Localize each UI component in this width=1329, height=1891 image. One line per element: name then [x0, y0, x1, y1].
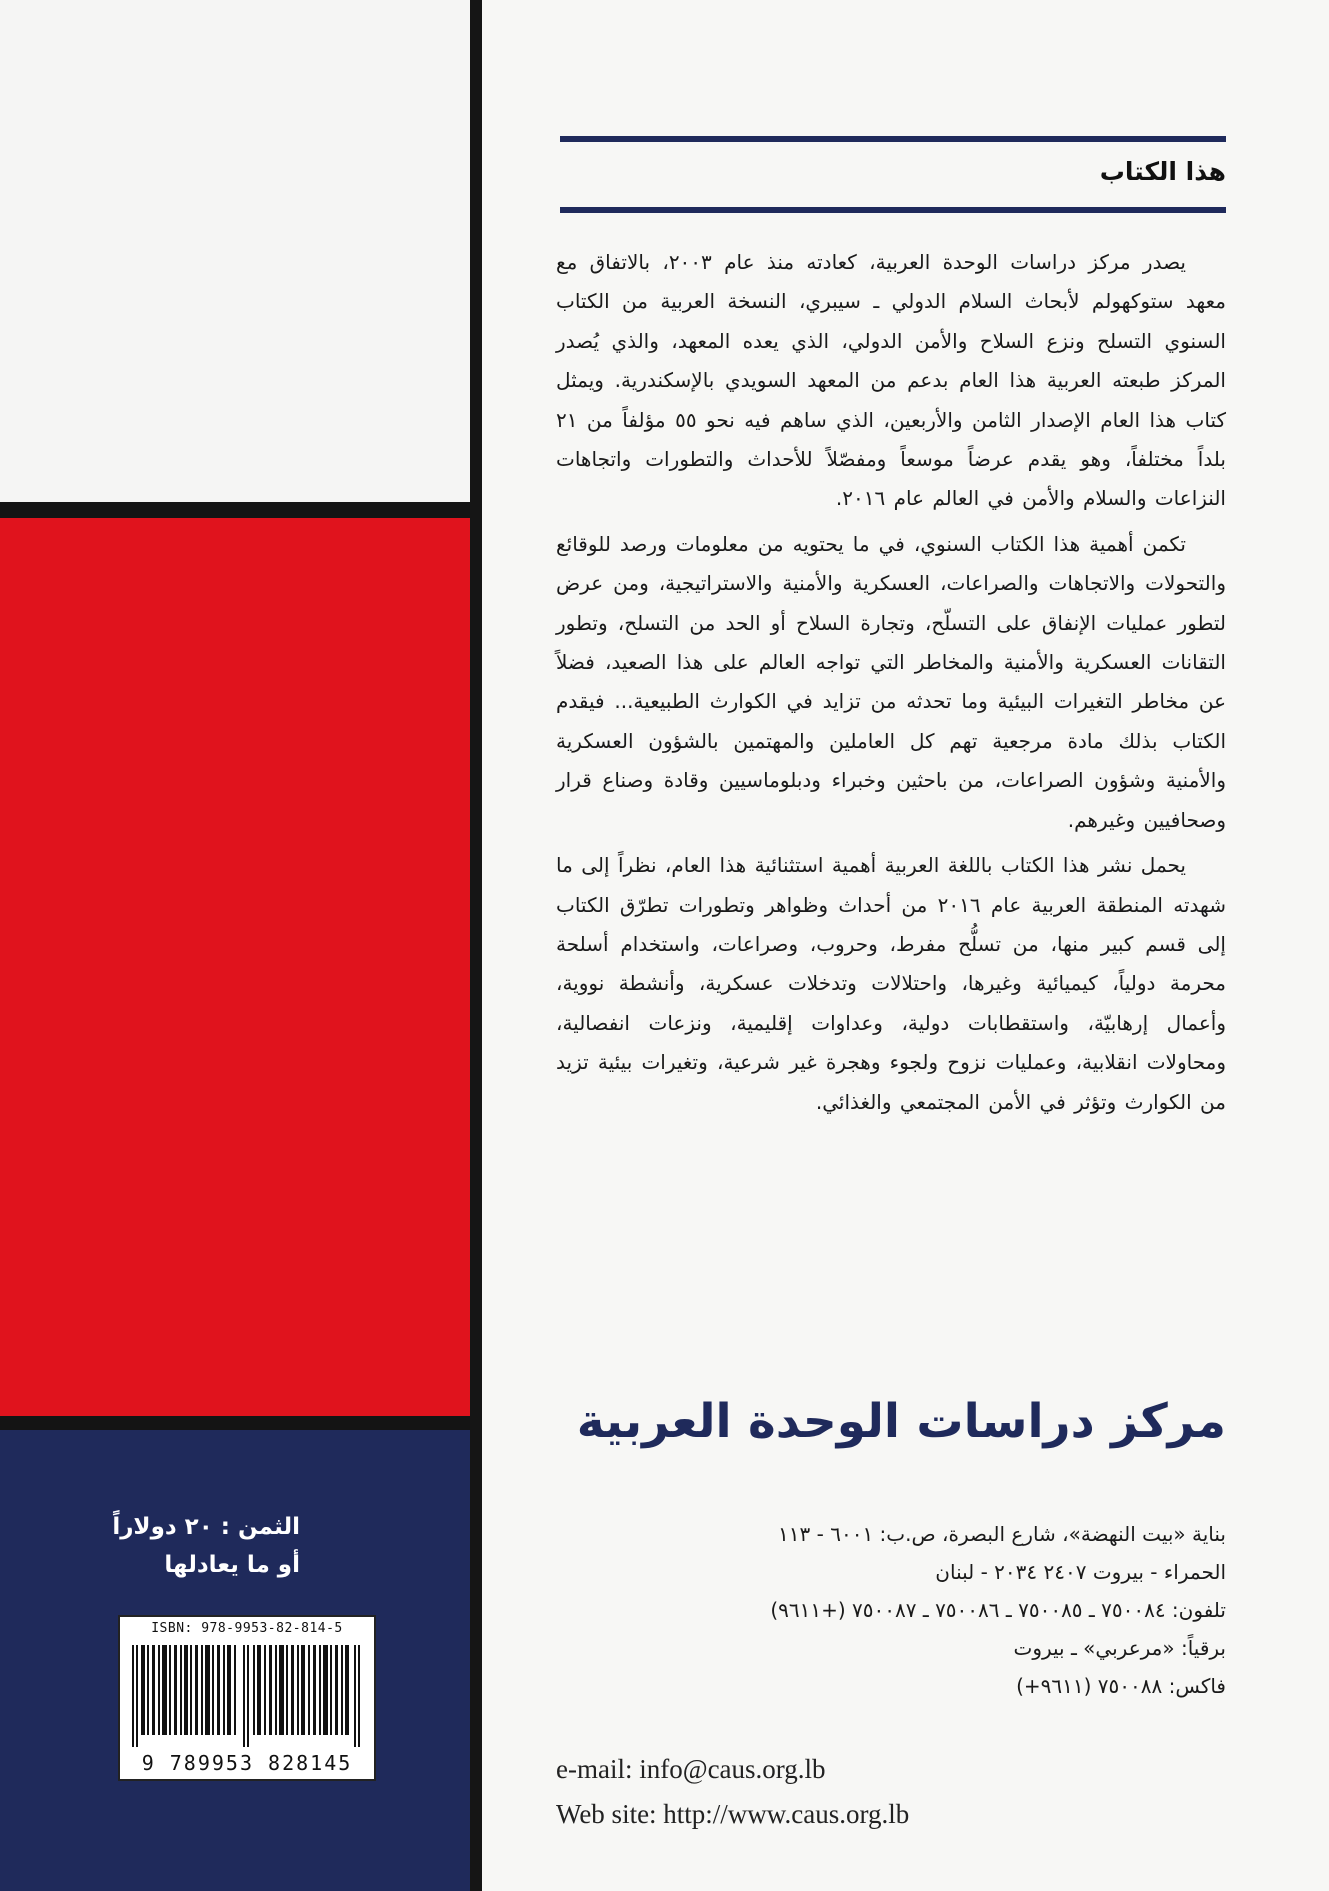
paragraph-3: يحمل نشر هذا الكتاب باللغة العربية أهمية استثنائية هذا العام، نظراً إلى ما شهدته المنطقة العربية عام ٢٠١٦ من أحداث وظواهر وتطورات تطرّق الكتاب إلى قسم كبير منها، من تسلُّح مفرط، وحروب، وصراعات، واستخدام أسلحة محرمة دولياً، كيميائية وغيرها، واحتلالات وتدخلات عسكرية، وأنشطة نووية، وأعمال إرهابيّة، واستقطابات دولية، وعداوات إقليمية، ونزعات انفصالية، ومحاولات انقلابية، وعمليات نزوح ولجوء وهجرة غير شرعية، وتغيرات بيئية تزيد من الكوارث وتؤثر في الأمن المجتمعي والغذائي.: [556, 853, 1226, 1114]
section-heading: هذا الكتاب: [1099, 157, 1226, 186]
paragraph-2: تكمن أهمية هذا الكتاب السنوي، في ما يحتويه من معلومات ورصد للوقائع والتحولات والاتجاهات والصراعات، العسكرية والأمنية والاستراتيجية، ومن عرض لتطور عمليات الإنفاق على التسلّح، وتجارة السلاح أو الحد من التسلح، وتطور التقانات العسكرية والأمنية والمخاطر التي تواجه العالم على هذا الصعيد، فضلاً عن مخاطر التغيرات البيئية وما تحدثه من تزايد في الكوارث الطبيعية... فيقدم الكتاب بذلك مادة مرجعية تهم كل العاملين والمهتمين بالشؤون العسكرية والأمنية وشؤون الصراعات، من باحثين وخبراء ودبلوماسيين وقادة وصناع قرار وصحافيين وغيرهم.: [556, 531, 1226, 832]
publisher-name: مركز دراسات الوحدة العربية: [576, 1394, 1226, 1449]
paragraph-1: يصدر مركز دراسات الوحدة العربية، كعادته منذ عام ٢٠٠٣، بالاتفاق مع معهد ستوكهولم لأبحاث السلام الدولي ـ سيبري، النسخة العربية من الكتاب السنوي التسلح ونزع السلاح والأمن الدولي، الذي يعده المعهد، والذي يُصدر المركز طبعته العربية هذا العام بدعم من المعهد السويدي بالإسكندرية. ويمثل كتاب هذا العام الإصدار الثامن والأربعين، الذي ساهم فيه نحو ٥٥ مؤلفاً من ٢١ بلداً مختلفاً، وهو يقدم عرضاً موسعاً ومفصّلاً للأحداث والتطورات واتجاهات النزاعات والسلام والأمن في العالم عام ٢٠١٦.: [556, 250, 1226, 511]
white-block: [0, 0, 470, 502]
fax-line: فاكس: ٧٥٠٠٨٨ (٩٦١١+): [1016, 1674, 1226, 1698]
barcode-icon: [130, 1645, 364, 1747]
barcode-label: [118, 1615, 376, 1781]
phone-line: تلفون: ٧٥٠٠٨٤ ـ ٧٥٠٠٨٥ ـ ٧٥٠٠٨٦ ـ ٧٥٠٠٨٧ (+٩٦١١): [770, 1598, 1226, 1622]
cover-left-panel: [0, 0, 470, 1891]
email-line[interactable]: e-mail: info@caus.org.lb: [556, 1754, 826, 1784]
isbn-text: ISBN: 978-9953-82-814-5: [151, 1621, 343, 1636]
heading-rule-bottom: [560, 207, 1226, 213]
price-block: [70, 1508, 300, 1584]
publisher-address: [556, 1515, 1226, 1705]
heading-rule-top: [560, 136, 1226, 142]
black-band-top: [0, 502, 482, 518]
spine-bar: [470, 0, 482, 1891]
address-line-1: بناية «بيت النهضة»، شارع البصرة، ص.ب: ٦٠٠١ - ١١٣: [778, 1522, 1226, 1546]
black-band-bottom: [0, 1416, 482, 1430]
contact-web: [556, 1747, 909, 1837]
book-description: [556, 243, 1226, 1128]
ean-digits: 9 789953 828145: [141, 1751, 353, 1775]
telegram-line: برقياً: «مرعربي» ـ بيروت: [1013, 1636, 1226, 1660]
website-line[interactable]: Web site: http://www.caus.org.lb: [556, 1799, 910, 1829]
price-label: الثمن : ٢٠ دولاراً: [112, 1514, 300, 1540]
price-note: أو ما يعادلها: [164, 1552, 300, 1578]
red-block: [0, 518, 470, 1416]
address-line-2: الحمراء - بيروت ٢٤٠٧ ٢٠٣٤ - لبنان: [935, 1560, 1226, 1584]
